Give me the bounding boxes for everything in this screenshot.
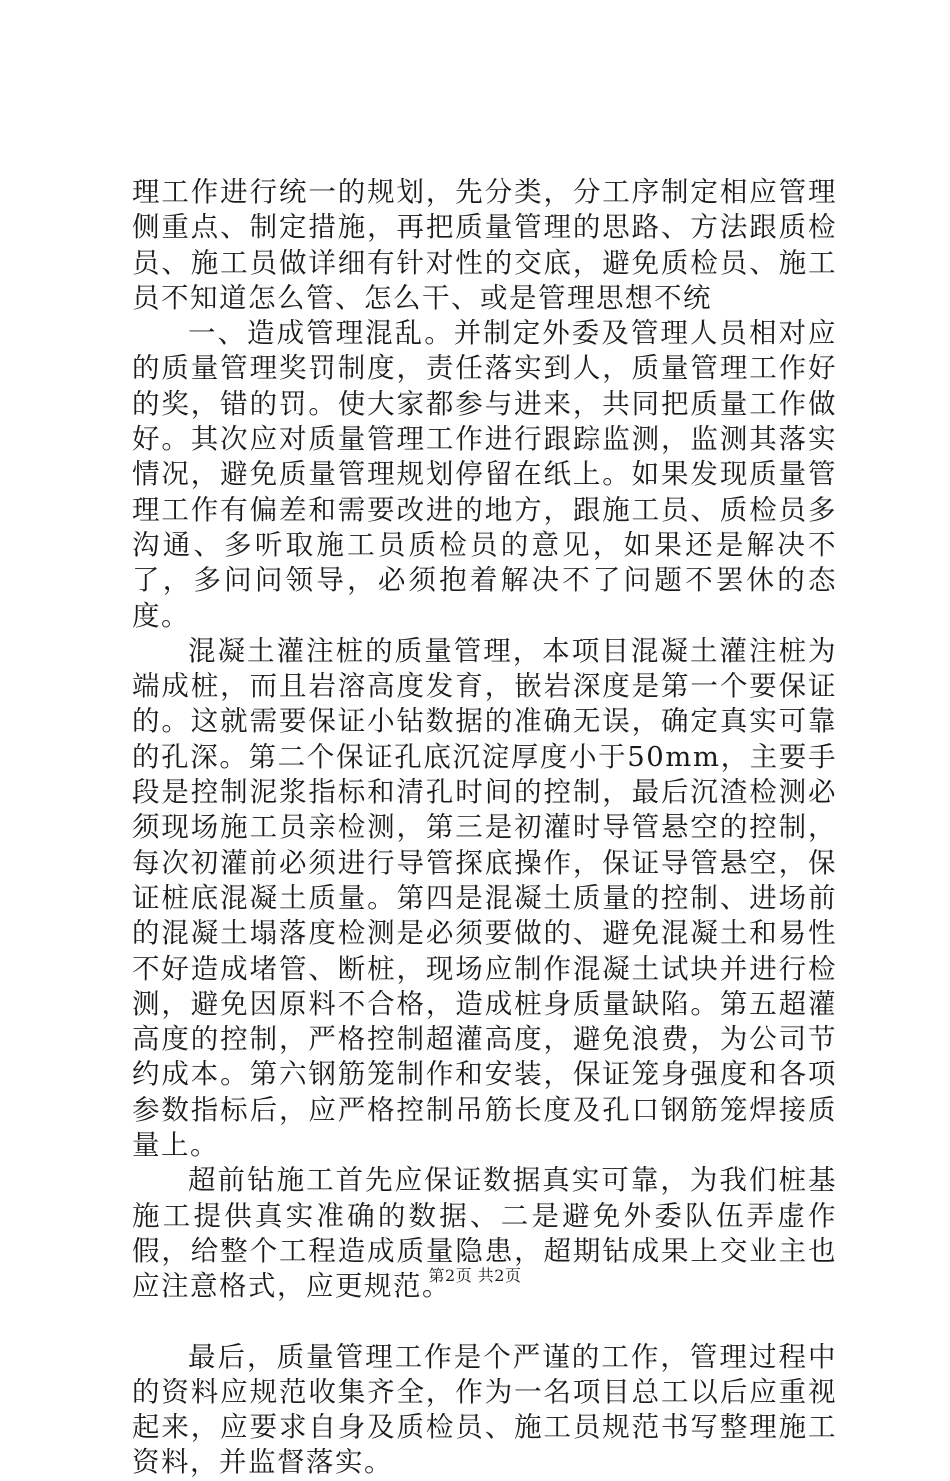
paragraph-4: 超前钻施工首先应保证数据真实可靠，为我们桩基施工提供真实准确的数据、二是避免外委队伍弄虚作假，给整个工程造成质量隐患，超期钻成果上交业主也应注意格式，应更规范。 — [132, 1164, 837, 1303]
paragraph-3: 混凝土灌注桩的质量管理，本项目混凝土灌注桩为端成桩，而且岩溶高度发育，嵌岩深度是第一个要保证的。这就需要保证小钻数据的准确无误，确定真实可靠的孔深。第二个保证孔底沉淀厚度小于50mm，主要手段是控制泥浆指标和清孔时间的控制，最后沉渣检测必须现场施工员亲检测，第三是初灌时导管悬空的控制，每次初灌前必须进行导管探底操作，保证导管悬空，保证桩底混凝土质量。第四是混凝土质量的控制、进场前的混凝土塌落度检测是必须要做的、避免混凝土和易性不好造成堵管、断桩，现场应制作混凝土试块并进行检测，避免因原料不合格，造成桩身质量缺陷。第五超灌高度的控制，严格控制超灌高度，避免浪费，为公司节约成本。第六钢筋笼制作和安装，保证笼身强度和各项参数指标后，应严格控制吊筋长度及孔口钢筋笼焊接质量上。 — [132, 634, 837, 1162]
paragraph-spacer — [132, 1305, 837, 1340]
page-number-footer: 第2页 共2页 — [428, 1266, 522, 1285]
paragraph-5: 最后，质量管理工作是个严谨的工作，管理过程中的资料应规范收集齐全，作为一名项目总工以后应重视起来，应要求自身及质检员、施工员规范书写整理施工资料，并监督落实。 — [132, 1340, 837, 1479]
paragraph-1: 理工作进行统一的规划，先分类，分工序制定相应管理侧重点、制定措施，再把质量管理的思路、方法跟质检员、施工员做详细有针对性的交底，避免质检员、施工员不知道怎么管、怎么干、或是管理思想不统 — [132, 176, 837, 314]
paragraph-2: 一、造成管理混乱。并制定外委及管理人员相对应的质量管理奖罚制度，责任落实到人，质量管理工作好的奖，错的罚。使大家都参与进来，共同把质量工作做好。其次应对质量管理工作进行跟踪监测，监测其落实情况，避免质量管理规划停留在纸上。如果发现质量管理工作有偏差和需要改进的地方，跟施工员、质检员多沟通、多听取施工员质检员的意见，如果还是解决不了，多问问领导，必须抱着解决不了问题不罢休的态度。 — [132, 317, 837, 632]
